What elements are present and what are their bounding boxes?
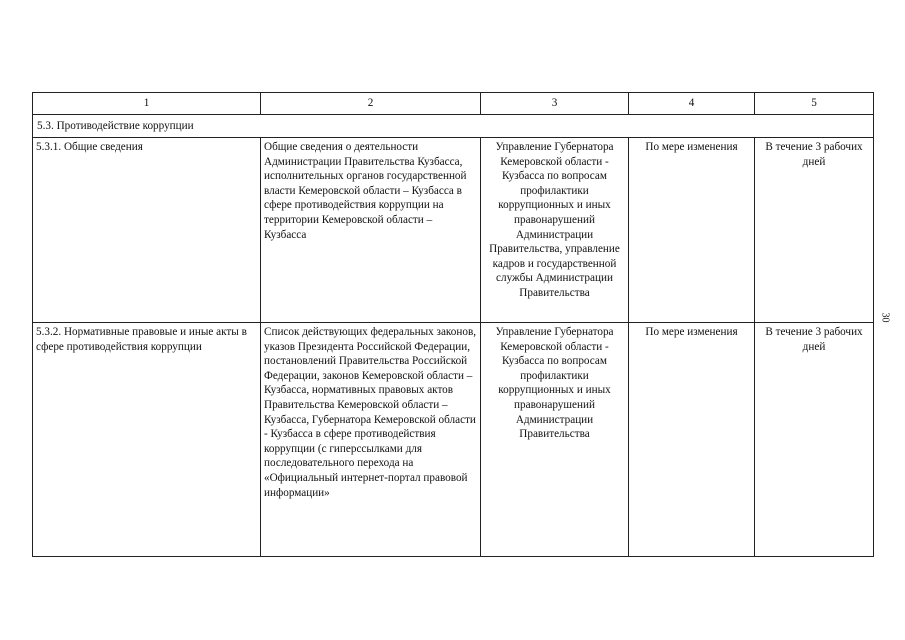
deadline-cell: В течение 3 рабочих дней [755, 138, 874, 323]
information-table [32, 92, 874, 557]
table-row [33, 138, 874, 323]
responsible-cell: Управление Губернатора Кемеровской области - Кузбасса по вопросам профилактики коррупционных и иных правонарушений Администрации Правительства [481, 323, 629, 557]
column-number-cell: 1 [33, 93, 261, 115]
column-number-cell: 2 [261, 93, 481, 115]
column-number-cell: 5 [755, 93, 874, 115]
frequency-cell: По мере изменения [629, 138, 755, 323]
content-cell: Общие сведения о деятельности Администрации Правительства Кузбасса, исполнительных органов государственной власти Кемеровской области – Кузбасса в сфере противодействия коррупции на территории Кемеровской области – Кузбасса [261, 138, 481, 323]
frequency-cell: По мере изменения [629, 323, 755, 557]
item-cell: 5.3.1. Общие сведения [33, 138, 261, 323]
section-title: 5.3. Противодействие коррупции [33, 115, 874, 138]
section-row [33, 115, 874, 138]
column-number-cell: 3 [481, 93, 629, 115]
responsible-cell: Управление Губернатора Кемеровской области - Кузбасса по вопросам профилактики коррупционных и иных правонарушений Администрации Правительства, управление кадров и государственной службы Администрации Правительства [481, 138, 629, 323]
column-number-cell: 4 [629, 93, 755, 115]
table-row [33, 323, 874, 557]
page-number: 30 [879, 312, 891, 323]
column-number-row [33, 93, 874, 115]
content-cell: Список действующих федеральных законов, указов Президента Российской Федерации, постановлений Правительства Российской Федерации, законов Кемеровской области – Кузбасса, нормативных правовых актов Правительства Кемеровской области – Кузбасса, Губернатора Кемеровской области - Кузбасса в сфере противодействия коррупции (с гиперссылками для последовательного перехода на «Официальный интернет-портал правовой информации» [261, 323, 481, 557]
item-cell: 5.3.2. Нормативные правовые и иные акты в сфере противодействия коррупции [33, 323, 261, 557]
deadline-cell: В течение 3 рабочих дней [755, 323, 874, 557]
